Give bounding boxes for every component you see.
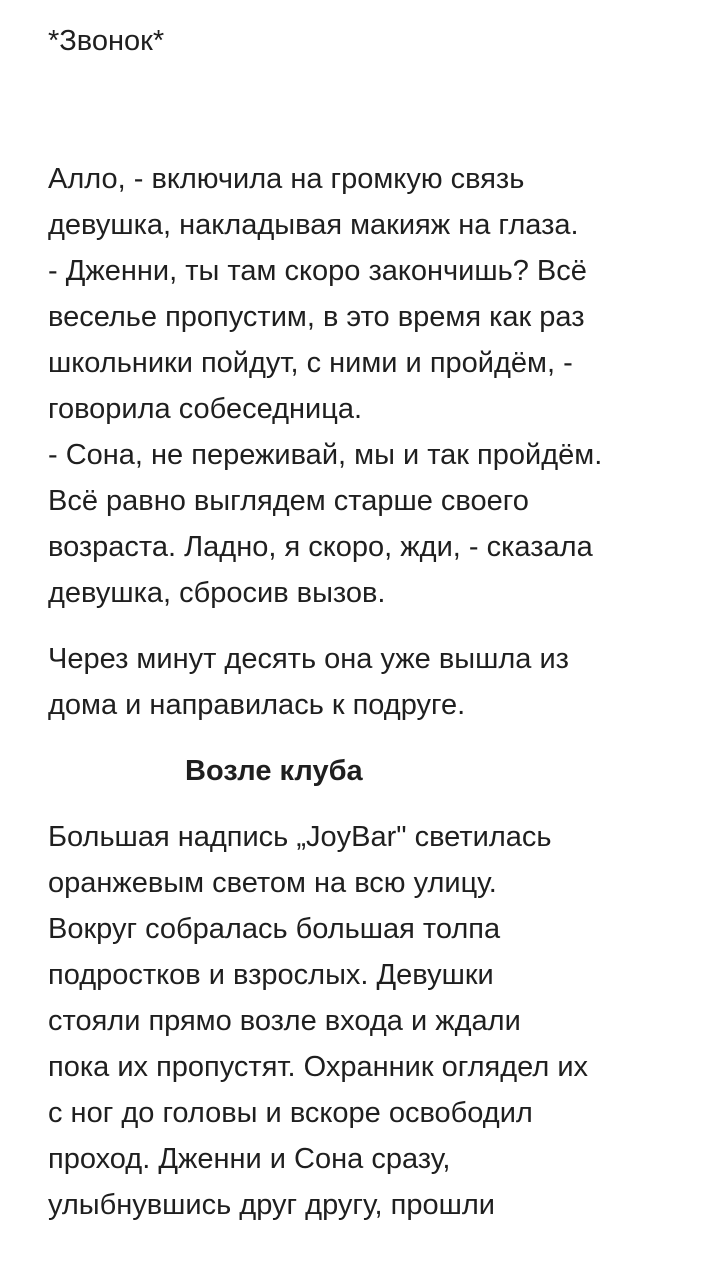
text-line: с ног до головы и вскоре освободил <box>48 1097 533 1129</box>
paragraph-club <box>48 814 680 1228</box>
text-line: Через минут десять она уже вышла из <box>48 643 569 675</box>
spacer <box>48 794 680 814</box>
text-line: стояли прямо возле входа и ждали <box>48 1005 521 1037</box>
text-line: - Дженни, ты там скоро закончишь? Всё <box>48 255 587 287</box>
chapter-title: *Звонок* <box>48 25 165 57</box>
spacer <box>48 64 680 156</box>
text-line: школьники пойдут, с ними и пройдём, - <box>48 347 573 379</box>
text-line: Алло, - включила на громкую связь <box>48 163 525 195</box>
text-line: веселье пропустим, в это время как раз <box>48 301 585 333</box>
paragraph-leave <box>48 636 680 728</box>
text-line: девушка, накладывая макияж на глаза. <box>48 209 579 241</box>
text-line: Большая надпись „JoyBar" светилась <box>48 821 552 853</box>
text-line: пока их пропустят. Охранник оглядел их <box>48 1051 589 1083</box>
scene-heading: Возле клуба <box>185 755 363 787</box>
paragraph-call <box>48 156 680 616</box>
text-line: возраста. Ладно, я скоро, жди, - сказала <box>48 531 593 563</box>
text-line: говорила собеседница. <box>48 393 363 425</box>
text-line: Всё равно выглядем старше своего <box>48 485 529 517</box>
spacer <box>48 616 680 636</box>
text-line: девушка, сбросив вызов. <box>48 577 386 609</box>
text-line: - Сона, не переживай, мы и так пройдём. <box>48 439 603 471</box>
text-line: дома и направилась к подруге. <box>48 689 466 721</box>
text-line: проход. Дженни и Сона сразу, <box>48 1143 451 1175</box>
text-line: улыбнувшись друг другу, прошли <box>48 1189 496 1221</box>
text-line: подростков и взрослых. Девушки <box>48 959 494 991</box>
spacer <box>48 728 680 748</box>
text-line: Вокруг собралась большая толпа <box>48 913 501 945</box>
text-line: оранжевым светом на всю улицу. <box>48 867 497 899</box>
